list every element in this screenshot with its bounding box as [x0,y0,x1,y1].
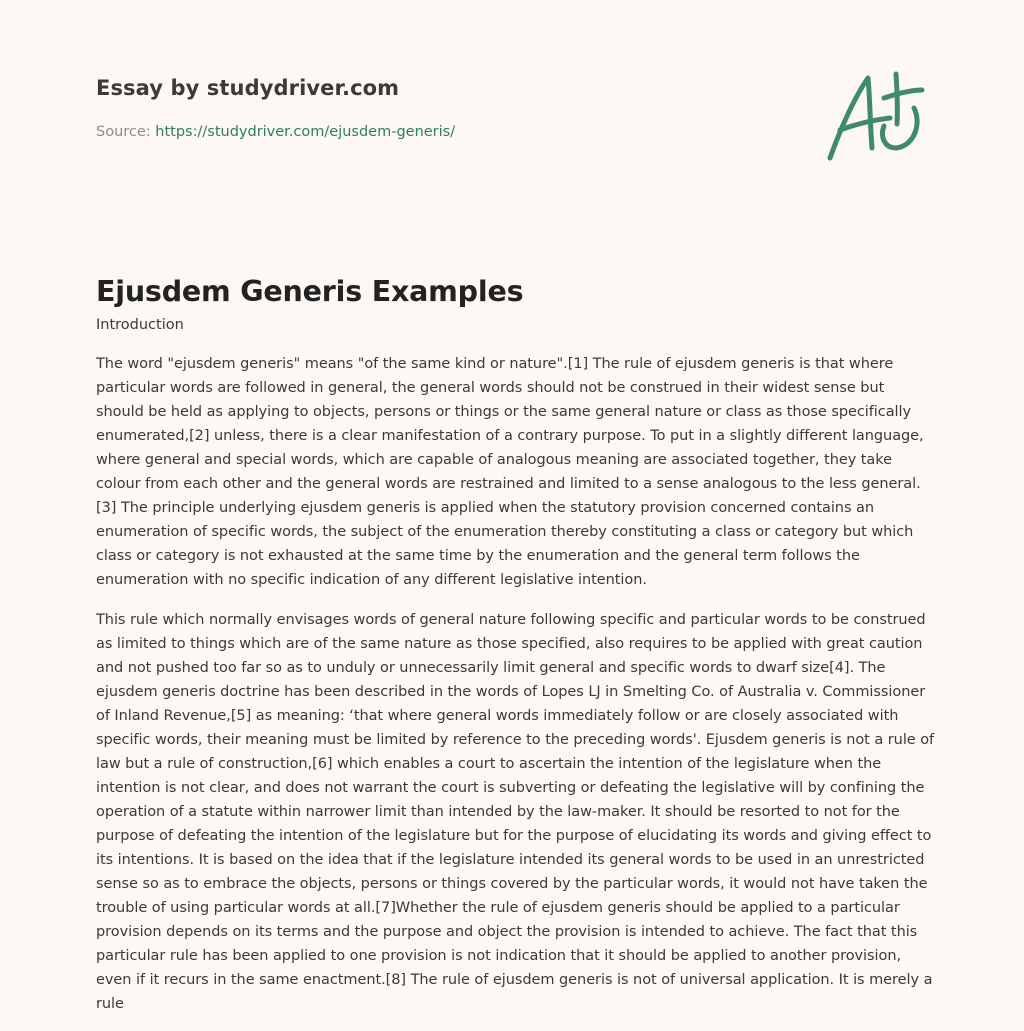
paragraph-1: The word "ejusdem generis" means "of the same kind or nature".[1] The rule of ejusdem generis is that where particular words are followed in general, the general words should not be construed in their widest sense but should be held as applying to objects, persons or things or the same general nature or class as those specifically enumerated,[2] unless, there is a clear manifestation of a contrary purpose. To put in a slightly different language, where general and special words, which are capable of analogous meaning are associated together, they take colour from each other and the general words are restrained and limited to a sense analogous to the less general.[3] The principle underlying ejusdem generis is applied when the statutory provision concerned contains an enumeration of specific words, the subject of the enumeration thereby constituting a class or category but which class or category is not exhausted at the same time by the enumeration and the general term follows the enumeration with no specific indication of any different legislative intention. [96,356,924,588]
brand-title: Essay by studydriver.com [96,76,400,100]
source-link[interactable]: https://studydriver.com/ejusdem-generis/ [155,124,456,140]
source-label: Source: [96,124,156,140]
section-heading: Introduction [96,317,184,333]
source-line [96,124,455,140]
paragraph-2: This rule which normally envisages words of general nature following specific and particular words to be construed as limited to things which are of the same nature as those specified, also requires to be applied with great caution and not pushed too far so as to unduly or unnecessarily limit general and specific words to dwarf size[4]. The ejusdem generis doctrine has been described in the words of Lopes LJ in Smelting Co. of Australia v. Commissioner of Inland Revenue,[5] as meaning: ‘that where general words immediately follow or are closely associated with specific words, their meaning must be limited by reference to the preceding words'. Ejusdem generis is not a rule of law but a rule of construction,[6] which enables a court to ascertain the intention of the legislature when the intention is not clear, and does not warrant the court is subverting or defeating the legislative will by confining the operation of a statute within narrower limit than intended by the law-maker. It should be resorted to not for the purpose of defeating the intention of the legislature but for the purpose of elucidating its words and giving effect to its intentions. It is based on the idea that if the legislature intended its general words to be used in an unrestricted sense so as to embrace the objects, persons or things covered by the particular words, it would not have taken the trouble of using particular words at all.[7]Whether the rule of ejusdem generis should be applied to a particular provision depends on its terms and the purpose and object the provision is intended to achieve. The fact that this particular rule has been applied to one provision is not indication that it should be applied to another provision, even if it recurs in the same enactment.[8] The rule of ejusdem generis is not of universal application. It is merely a rule [96,612,935,1012]
page-title: Ejusdem Generis Examples [96,275,524,309]
a-plus-logo-icon [818,68,930,164]
